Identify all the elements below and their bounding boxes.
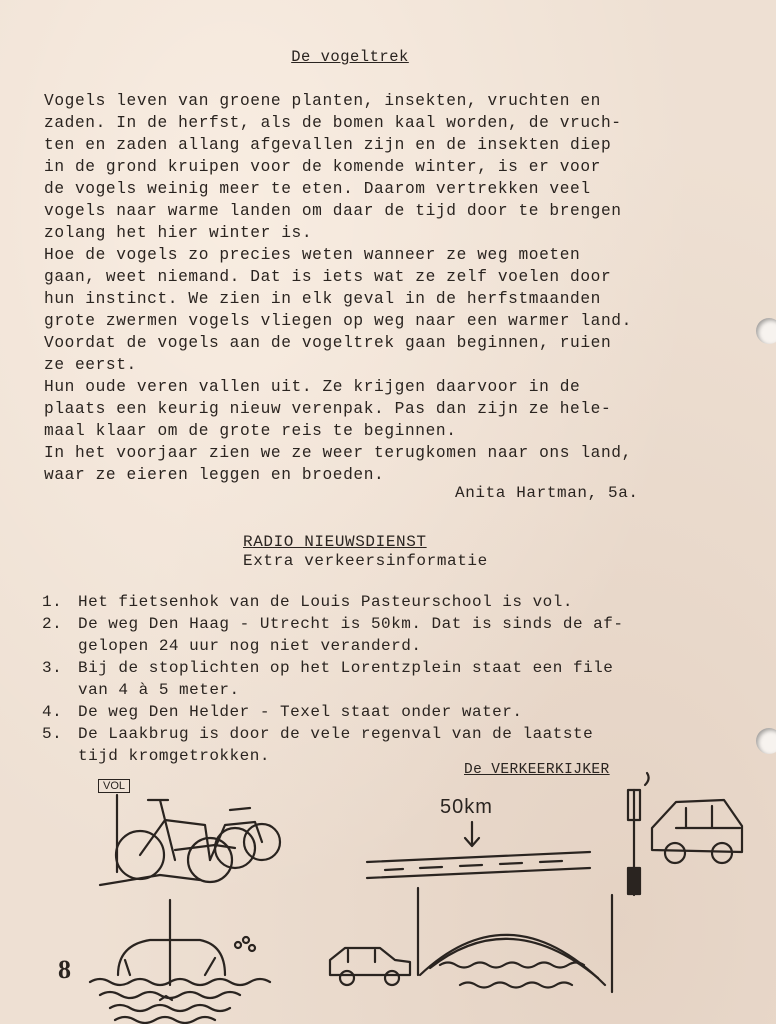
- article-line: zaden. In de herfst, als de bomen kaal worden, de vruch-: [44, 114, 622, 132]
- article-line: plaats een keurig nieuw verenpak. Pas dan zijn ze hele-: [44, 400, 612, 418]
- bicycle-rack-drawing: [100, 795, 280, 885]
- article-line: Hoe de vogels zo precies weten wanneer ze weg moeten: [44, 246, 581, 264]
- road-distance-label: 50km: [440, 796, 493, 818]
- news-item-text: Bij de stoplichten op het Lorentzplein staat een file: [78, 659, 614, 677]
- news-item-number: 2.: [42, 615, 63, 633]
- news-item-continuation: gelopen 24 uur nog niet veranderd.: [78, 637, 422, 655]
- article-line: In het voorjaar zien we ze weer terugkomen naar ons land,: [44, 444, 632, 462]
- article-line: vogels naar warme landen om daar de tijd door te brengen: [44, 202, 622, 220]
- article-line: hun instinct. We zien in elk geval in de herfstmaanden: [44, 290, 601, 308]
- news-item-text: Het fietsenhok van de Louis Pasteurschool is vol.: [78, 593, 573, 611]
- article-line: Voordat de vogels aan de vogeltrek gaan beginnen, ruien: [44, 334, 612, 352]
- full-sign: VOL: [98, 779, 130, 793]
- traffic-light-drawing: [628, 773, 649, 895]
- article-line: Hun oude veren vallen uit. Ze krijgen daarvoor in de: [44, 378, 581, 396]
- small-car-drawing: [330, 948, 410, 985]
- news-item-text: De weg Den Helder - Texel staat onder water.: [78, 703, 523, 721]
- page-number: 8: [58, 955, 71, 984]
- parked-car-drawing: [652, 800, 742, 863]
- news-item-number: 4.: [42, 703, 63, 721]
- article-line: zolang het hier winter is.: [44, 224, 313, 242]
- article-signature: Anita Hartman, 5a.: [455, 484, 639, 502]
- article-line: maal klaar om de grote reis te beginnen.: [44, 422, 457, 440]
- news-item-number: 1.: [42, 593, 63, 611]
- article-line: de vogels weinig meer te eten. Daarom vertrekken veel: [44, 180, 591, 198]
- illustration-header: De VERKEERKIJKER: [464, 762, 610, 778]
- article-line: ze eerst.: [44, 356, 137, 374]
- article-line: grote zwermen vogels vliegen op weg naar een warmer land.: [44, 312, 632, 330]
- news-item-number: 3.: [42, 659, 63, 677]
- road-with-bridge-drawing: [367, 822, 612, 992]
- news-item-continuation: van 4 à 5 meter.: [78, 681, 240, 699]
- flooded-car-drawing: [90, 900, 270, 1023]
- news-item-text: De Laakbrug is door de vele regenval van de laatste: [78, 725, 594, 743]
- article-line: in de grond kruipen voor de komende winter, is er voor: [44, 158, 601, 176]
- article-line: ten en zaden allang afgevallen zijn en de insekten diep: [44, 136, 612, 154]
- news-subtitle: Extra verkeersinformatie: [243, 552, 488, 570]
- article-title: De vogeltrek: [291, 48, 409, 66]
- news-item-number: 5.: [42, 725, 63, 743]
- news-title: RADIO NIEUWSDIENST: [243, 533, 427, 551]
- article-line: waar ze eieren leggen en broeden.: [44, 466, 385, 484]
- news-item-text: De weg Den Haag - Utrecht is 50km. Dat is sinds de af-: [78, 615, 624, 633]
- news-item-continuation: tijd kromgetrokken.: [78, 747, 270, 765]
- article-line: gaan, weet niemand. Dat is iets wat ze zelf voelen door: [44, 268, 612, 286]
- article-line: Vogels leven van groene planten, insekten, vruchten en: [44, 92, 601, 110]
